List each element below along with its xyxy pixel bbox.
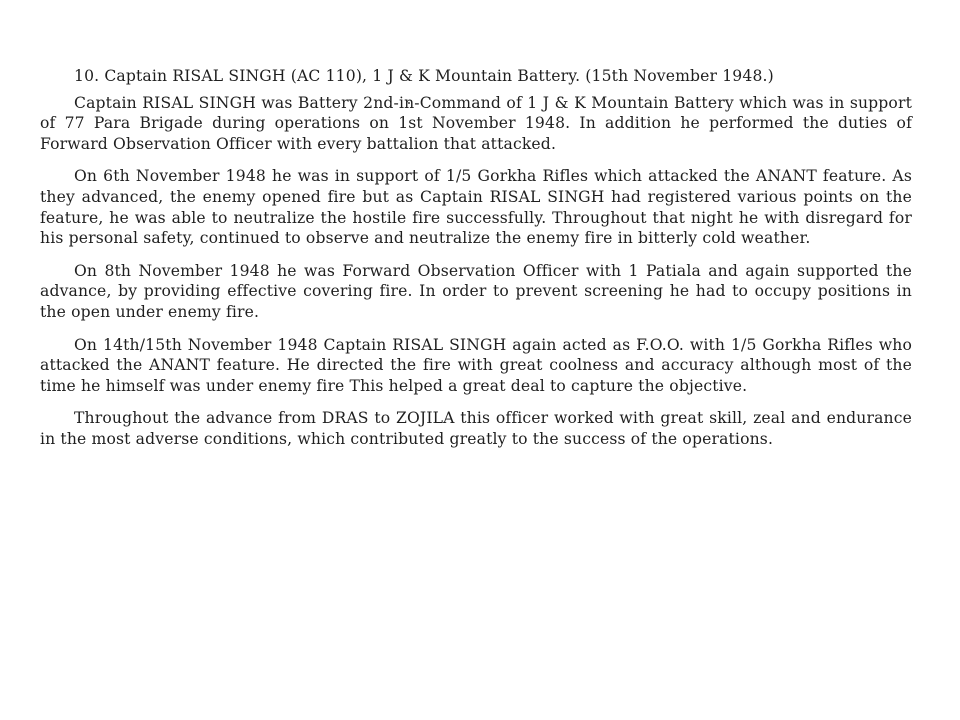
citation-heading: 10. Captain RISAL SINGH (AC 110), 1 J & K Mountain Battery. (15th November 1948.) — [74, 67, 774, 85]
citation-paragraph-2: On 6th November 1948 he was in support of 1/5 Gorkha Rifles which attacked the ANANT feature. As they advanced, the enemy opened fire but as Captain RISAL SINGH had registered various points on the feature, he was able to neutralize the hostile fire successfully. Throughout that night he with disregard for his personal safety, continued to observe and neutralize the enemy fire in bitterly cold weather. — [40, 167, 912, 248]
citation-text-block — [40, 66, 912, 462]
citation-paragraph-3: On 8th November 1948 he was Forward Observation Officer with 1 Patiala and again supported the advance, by providing effective covering fire. In order to prevent screening he had to occupy positions in the open under enemy fire. — [40, 261, 912, 321]
citation-paragraph-1: Captain RISAL SINGH was Battery 2nd-in-Command of 1 J & K Mountain Battery which was in support of 77 Para Brigade during operations on 1st November 1948. In addition he performed the duties of Forward Observation Officer with every battalion that attacked. — [40, 93, 912, 153]
citation-paragraph-4: On 14th/15th November 1948 Captain RISAL SINGH again acted as F.O.O. with 1/5 Gorkha Rifles who attacked the ANANT feature. He directed the fire with great coolness and accuracy although most of the time he himself was under enemy fire This helped a great deal to capture the objective. — [40, 335, 912, 395]
citation-paragraph-5: Throughout the advance from DRAS to ZOJILA this officer worked with great skill, zeal and endurance in the most adverse conditions, which contributed greatly to the success of the operations. — [40, 409, 912, 448]
